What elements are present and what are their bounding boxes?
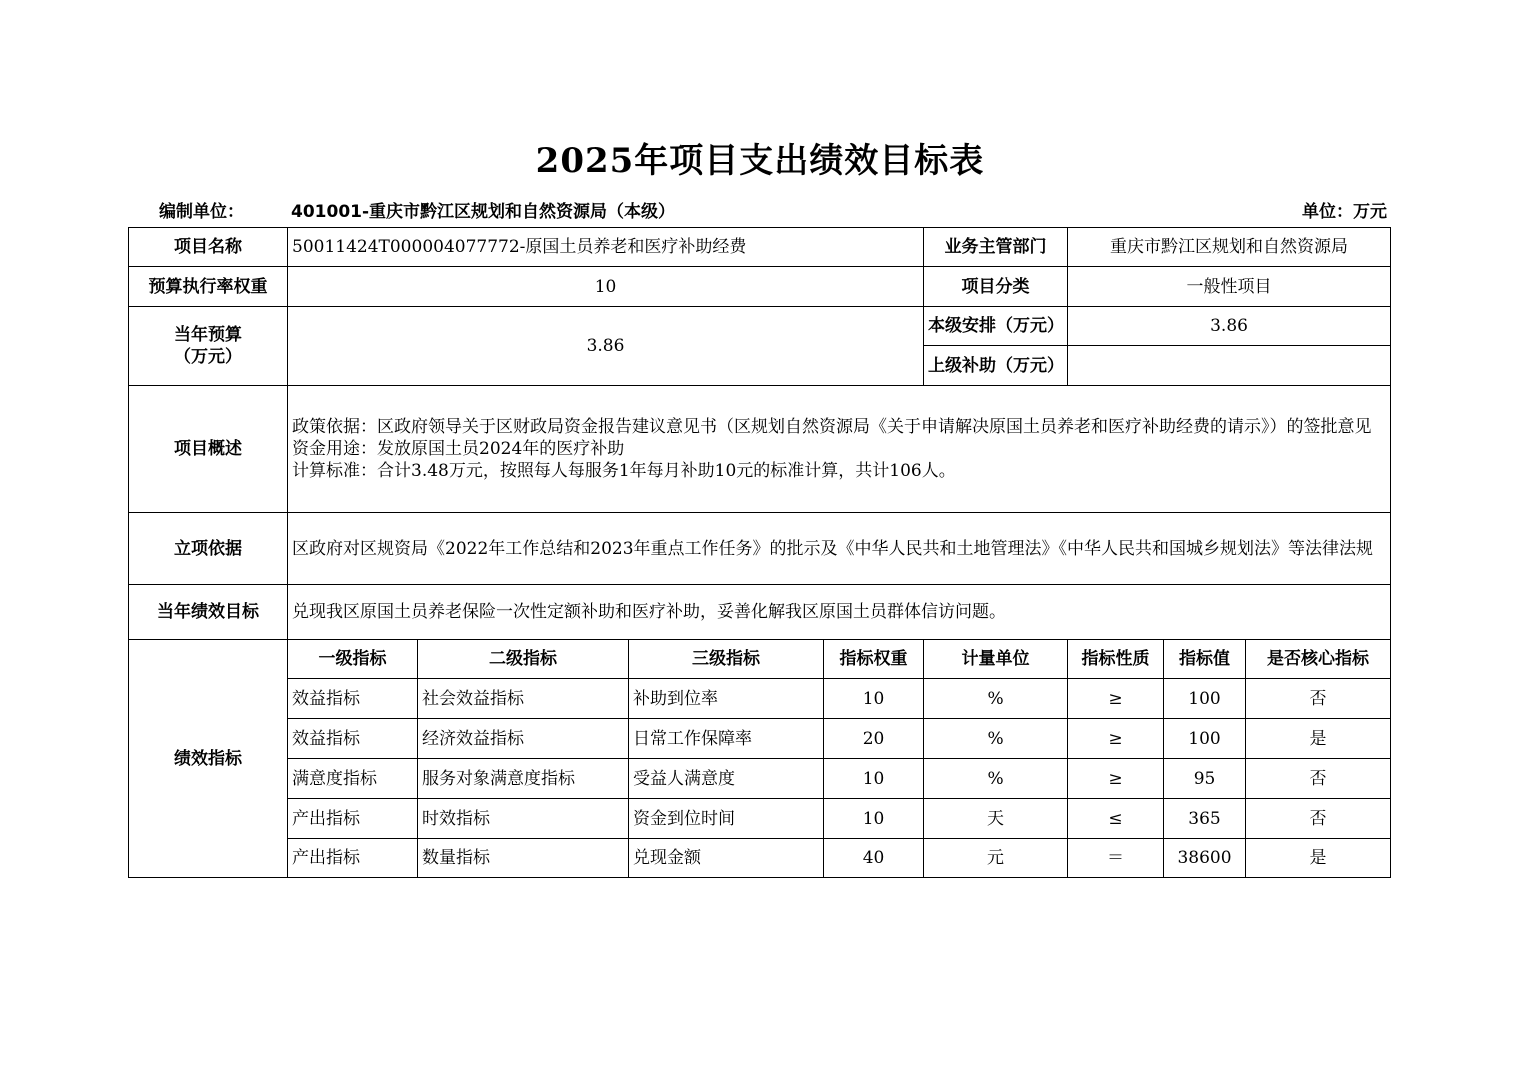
local-value: 3.86 (1068, 307, 1391, 346)
column-header: 指标权重 (824, 640, 924, 679)
cell-value: 100 (1164, 719, 1246, 759)
row-budget-local (129, 307, 1391, 346)
org-value: 401001-重庆市黔江区规划和自然资源局（本级） (291, 202, 676, 222)
weight-value: 10 (288, 267, 924, 307)
overview-value (288, 386, 1391, 513)
row-project-name (129, 228, 1391, 267)
row-overview (129, 386, 1391, 513)
project-name-label: 项目名称 (129, 228, 288, 267)
cell-level1: 效益指标 (288, 679, 418, 719)
column-header: 指标值 (1164, 640, 1246, 679)
row-goal (129, 585, 1391, 640)
cell-nature: ≥ (1068, 759, 1164, 799)
table-row (129, 759, 1391, 799)
table-row (129, 839, 1391, 878)
cell-value: 365 (1164, 799, 1246, 839)
goal-label: 当年绩效目标 (129, 585, 288, 640)
row-weight (129, 267, 1391, 307)
upper-label: 上级补助（万元） (924, 346, 1068, 386)
cell-nature: ≤ (1068, 799, 1164, 839)
cell-weight: 10 (824, 679, 924, 719)
budget-label-line1: 当年预算 (174, 325, 242, 345)
category-label: 项目分类 (924, 267, 1068, 307)
column-header: 三级指标 (629, 640, 824, 679)
budget-value: 3.86 (288, 307, 924, 386)
budget-label-line2: （万元） (174, 347, 242, 367)
cell-level1: 产出指标 (288, 839, 418, 878)
cell-level2: 数量指标 (418, 839, 629, 878)
overview-line: 资金用途：发放原国土员2024年的医疗补助 (292, 439, 625, 459)
cell-level2: 时效指标 (418, 799, 629, 839)
basis-value: 区政府对区规资局《2022年工作总结和2023年重点工作任务》的批示及《中华人民共和土地管理法》《中华人民共和国城乡规划法》等法律法规 (288, 513, 1391, 585)
row-basis (129, 513, 1391, 585)
dept-label: 业务主管部门 (924, 228, 1068, 267)
cell-level1: 效益指标 (288, 719, 418, 759)
cell-level1: 产出指标 (288, 799, 418, 839)
project-name-value: 50011424T000004077772-原国土员养老和医疗补助经费 (288, 228, 924, 267)
cell-nature: ≥ (1068, 719, 1164, 759)
cell-unit: 天 (924, 799, 1068, 839)
column-header: 一级指标 (288, 640, 418, 679)
overview-line: 政策依据：区政府领导关于区财政局资金报告建议意见书（区规划自然资源局《关于申请解决原国土员养老和医疗补助经费的请示》）的签批意见 (292, 417, 1372, 437)
page-title: 2025年项目支出绩效目标表 (535, 141, 985, 181)
basis-label: 立项依据 (129, 513, 288, 585)
cell-level3: 受益人满意度 (629, 759, 824, 799)
cell-value: 95 (1164, 759, 1246, 799)
column-header: 是否核心指标 (1246, 640, 1391, 679)
local-label: 本级安排（万元） (924, 307, 1068, 346)
cell-core: 是 (1246, 839, 1391, 878)
cell-core: 否 (1246, 759, 1391, 799)
cell-value: 38600 (1164, 839, 1246, 878)
overview-label: 项目概述 (129, 386, 288, 513)
weight-label: 预算执行率权重 (129, 267, 288, 307)
cell-nature: ≥ (1068, 679, 1164, 719)
cell-core: 否 (1246, 799, 1391, 839)
cell-weight: 40 (824, 839, 924, 878)
column-header: 计量单位 (924, 640, 1068, 679)
table-row (129, 719, 1391, 759)
target-table (128, 227, 1391, 878)
cell-level3: 资金到位时间 (629, 799, 824, 839)
budget-label (129, 307, 288, 386)
cell-level2: 服务对象满意度指标 (418, 759, 629, 799)
column-header: 二级指标 (418, 640, 629, 679)
cell-weight: 20 (824, 719, 924, 759)
cell-value: 100 (1164, 679, 1246, 719)
cell-core: 是 (1246, 719, 1391, 759)
cell-nature: ＝ (1068, 839, 1164, 878)
dept-value: 重庆市黔江区规划和自然资源局 (1068, 228, 1391, 267)
cell-core: 否 (1246, 679, 1391, 719)
cell-level3: 兑现金额 (629, 839, 824, 878)
indicators-label: 绩效指标 (129, 640, 288, 878)
column-header: 指标性质 (1068, 640, 1164, 679)
goal-value: 兑现我区原国土员养老保险一次性定额补助和医疗补助，妥善化解我区原国土员群体信访问题。 (288, 585, 1391, 640)
org-label: 编制单位： (159, 202, 244, 222)
table-row (129, 679, 1391, 719)
cell-level3: 日常工作保障率 (629, 719, 824, 759)
cell-unit: % (924, 759, 1068, 799)
cell-weight: 10 (824, 759, 924, 799)
cell-level2: 社会效益指标 (418, 679, 629, 719)
cell-unit: % (924, 719, 1068, 759)
cell-level2: 经济效益指标 (418, 719, 629, 759)
cell-weight: 10 (824, 799, 924, 839)
currency-unit: 单位：万元 (1302, 202, 1387, 222)
upper-value (1068, 346, 1391, 386)
table-row (129, 799, 1391, 839)
overview-line: 计算标准：合计3.48万元，按照每人每服务1年每月补助10元的标准计算，共计106人。 (292, 461, 956, 481)
indicator-header-row (129, 640, 1391, 679)
category-value: 一般性项目 (1068, 267, 1391, 307)
cell-unit: 元 (924, 839, 1068, 878)
cell-level1: 满意度指标 (288, 759, 418, 799)
cell-unit: % (924, 679, 1068, 719)
cell-level3: 补助到位率 (629, 679, 824, 719)
